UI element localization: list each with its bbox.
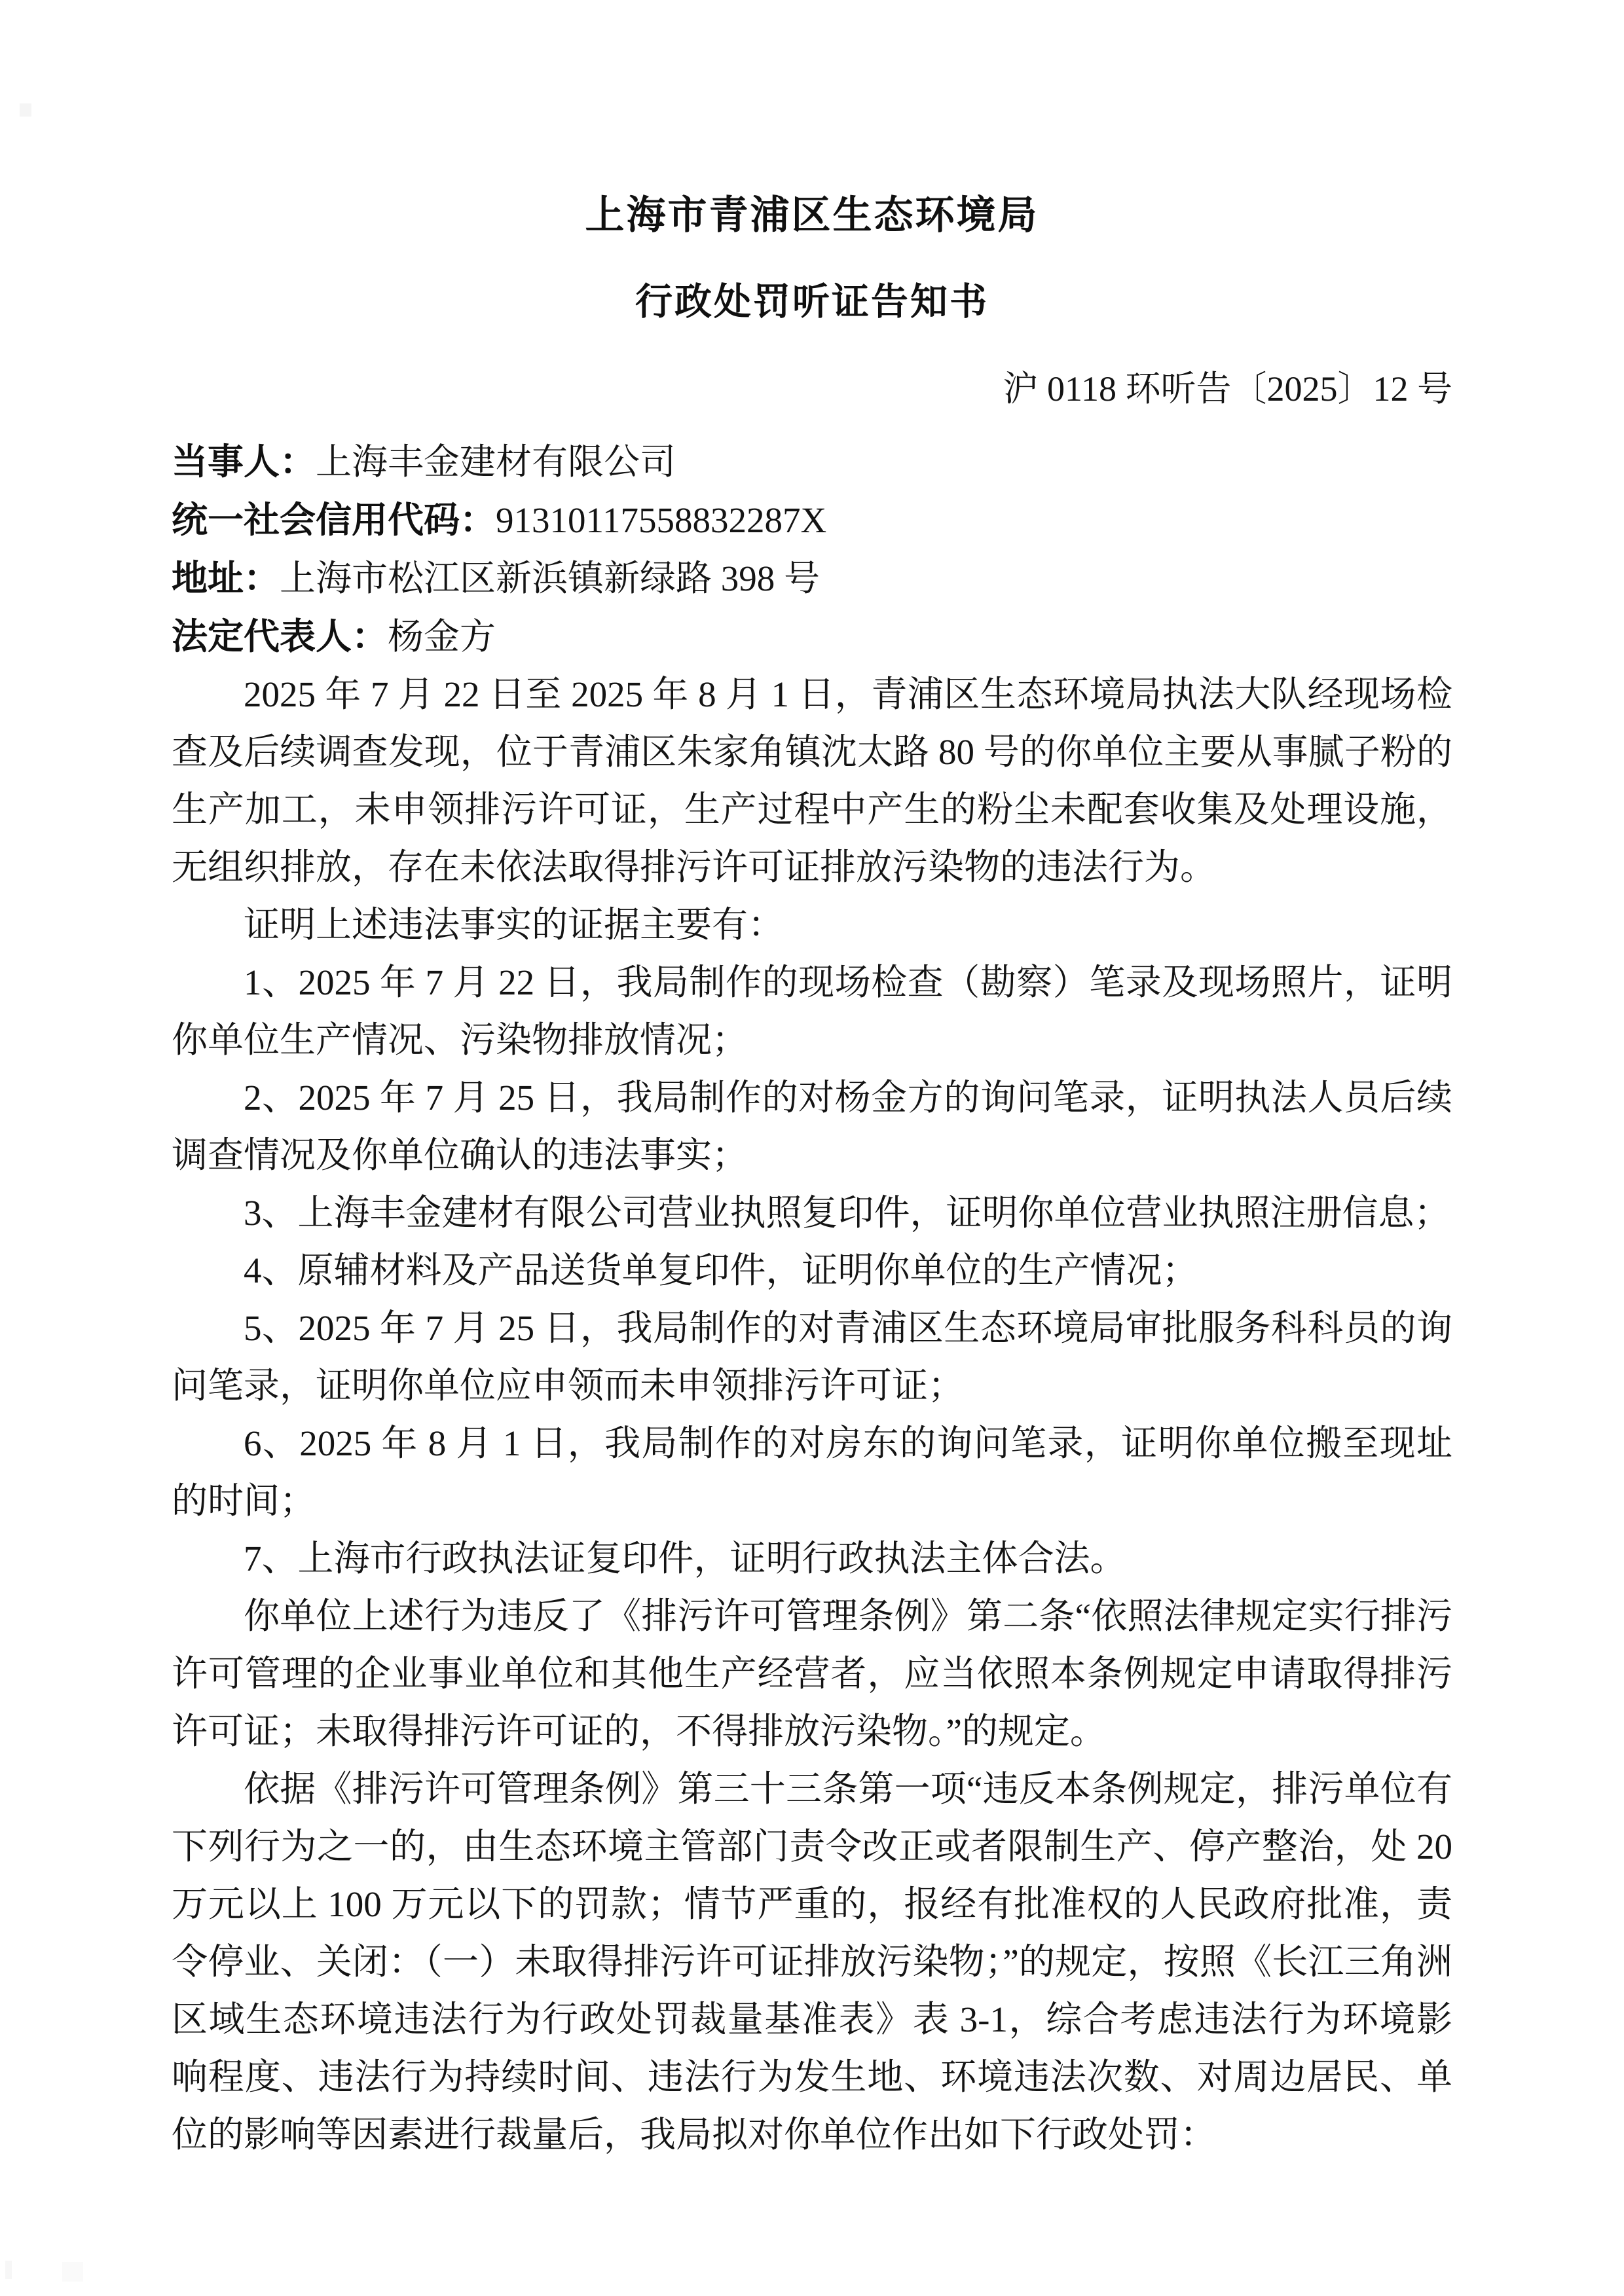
party-info-label: 法定代表人： [172,616,388,657]
body-paragraph: 2025 年 7 月 22 日至 2025 年 8 月 1 日，青浦区生态环境局执法大队经现场检查及后续调查发现，位于青浦区朱家角镇沈太路 80 号的你单位主要从事腻子粉的生产加工，未申领排污许可证，生产过程中产生的粉尘未配套收集及处理设施，无组织排放，存在未依法取得排污许可证排放污染物的违法行为。 [172,674,1452,887]
document-number: 沪 0118 环听告〔2025〕12 号 [1003,369,1452,409]
party-info [172,433,1452,666]
party-info-value: 上海丰金建材有限公司 [316,442,676,482]
party-info-line [172,549,1452,608]
party-info-line [172,608,1452,666]
scan-artifact [62,2262,83,2282]
body-text [172,666,1452,2164]
body-paragraph: 1、2025 年 7 月 22 日，我局制作的现场检查（勘察）笔录及现场照片，证明你单位生产情况、污染物排放情况； [172,962,1452,1060]
body-paragraph: 7、上海市行政执法证复印件，证明行政执法主体合法。 [244,1539,1126,1578]
party-info-value: 91310117558832287X [496,500,827,540]
body-paragraph: 2、2025 年 7 月 25 日，我局制作的对杨金方的询问笔录，证明执法人员后续调查情况及你单位确认的违法事实； [172,1078,1452,1175]
party-info-value: 上海市松江区新浜镇新绿路 398 号 [280,558,821,598]
body-paragraph: 6、2025 年 8 月 1 日，我局制作的对房东的询问笔录，证明你单位搬至现址的时间； [172,1423,1452,1521]
party-info-label: 统一社会信用代码： [172,500,496,540]
agency-title: 上海市青浦区生态环境局 [585,193,1039,237]
party-info-label: 当事人： [172,441,316,482]
body-paragraph: 5、2025 年 7 月 25 日，我局制作的对青浦区生态环境局审批服务科科员的询问笔录，证明你单位应申领而未申领排污许可证； [172,1308,1452,1406]
body-paragraph: 证明上述违法事实的证据主要有： [244,905,784,945]
party-info-value: 杨金方 [388,617,496,657]
document-title: 行政处罚听证告知书 [635,281,989,323]
party-info-line [172,433,1452,491]
party-info-line [172,491,1452,549]
scan-artifact [20,103,31,117]
body-paragraph: 4、原辅材料及产品送货单复印件，证明你单位的生产情况； [244,1250,1198,1290]
party-info-label: 地址： [172,558,280,598]
document-content [172,0,1452,2164]
scan-artifact [5,2261,12,2279]
body-paragraph: 3、上海丰金建材有限公司营业执照复印件，证明你单位营业执照注册信息； [244,1193,1450,1233]
body-paragraph: 你单位上述行为违反了《排污许可管理条例》第二条“依照法律规定实行排污许可管理的企业事业单位和其他生产经营者，应当依照本条例规定申请取得排污许可证；未取得排污许可证的，不得排放污染物。”的规定。 [172,1596,1452,1751]
body-paragraph: 依据《排污许可管理条例》第三十三条第一项“违反本条例规定，排污单位有下列行为之一的，由生态环境主管部门责令改正或者限制生产、停产整治，处 20 万元以上 100 万元以下的罚款；情节严重的，报经有批准权的人民政府批准，责令停业、关闭：（一）未取得排污许可证排放污染物；”的规定，按照《长江三角洲区域生态环境违法行为行政处罚裁量基准表》表 3-1，综合考虑违法行为环境影响程度、违法行为持续时间、违法行为发生地、环境违法次数、对周边居民、单位的影响等因素进行裁量后，我局拟对你单位作出如下行政处罚： [172,1769,1452,2155]
